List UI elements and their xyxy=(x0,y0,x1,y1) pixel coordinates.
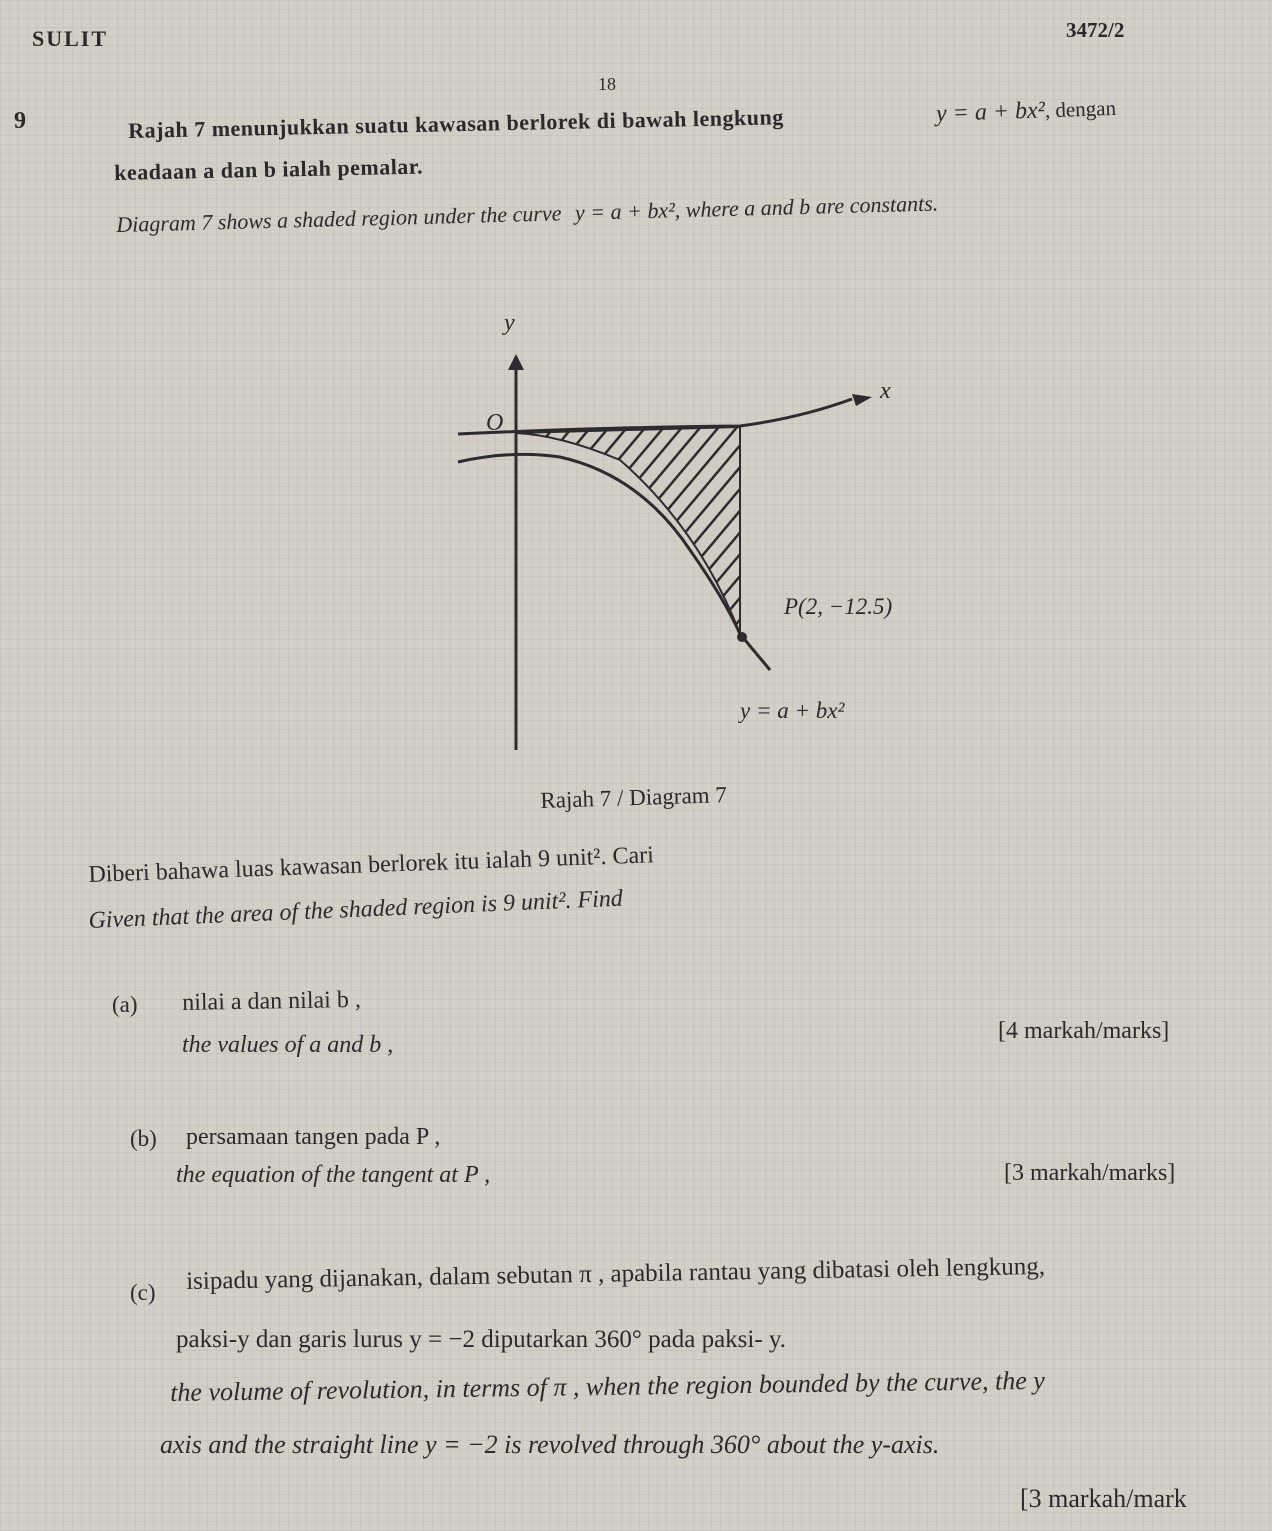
shaded-region xyxy=(516,427,740,634)
given-en: Given that the area of the shaded region is 9 unit². Find xyxy=(88,885,624,934)
x-axis-arrow xyxy=(852,394,872,406)
intro-ms-text: Rajah 7 menunjukkan suatu kawasan berlorek di bawah lengkung xyxy=(128,104,784,143)
part-a-label: (a) xyxy=(112,992,138,1017)
part-c-en-1: the volume of revolution, in terms of π , when the region bounded by the curve, the y xyxy=(170,1365,1045,1407)
header-sulit: SULIT xyxy=(32,26,109,51)
intro-en-line xyxy=(116,190,939,238)
part-c-en-2: axis and the straight line y = −2 is revolved through 360° about the y-axis. xyxy=(160,1430,940,1459)
part-c-ms-1: isipadu yang dijanakan, dalam sebutan π , apabila rantau yang dibatasi oleh lengkung, xyxy=(186,1253,1046,1295)
point-p-marker xyxy=(737,632,747,642)
part-a-en: the values of a and b , xyxy=(182,1032,394,1058)
intro-ms-equation: y = a + bx², dengan xyxy=(935,95,1117,128)
y-axis-arrow xyxy=(508,354,524,370)
intro-en-equation: y = a + bx² xyxy=(574,197,676,225)
part-b-label: (b) xyxy=(130,1126,157,1151)
intro-en-text: Diagram 7 shows a shaded region under the curve xyxy=(116,200,562,237)
intro-ms-line-2: keadaan a dan b ialah pemalar. xyxy=(114,153,424,185)
curve-label: y = a + bx² xyxy=(740,698,845,723)
intro-ms-line-1 xyxy=(128,104,784,144)
intro-en-end: , where a and b are constants. xyxy=(674,190,939,223)
part-a-ms: nilai a dan nilai b , xyxy=(182,986,362,1016)
part-b-marks: [3 markah/marks] xyxy=(1004,1160,1176,1186)
part-b-ms: persamaan tangen pada P , xyxy=(186,1124,441,1150)
part-c-label: (c) xyxy=(130,1280,156,1305)
part-b-en: the equation of the tangent at P , xyxy=(176,1162,491,1188)
diagram-7 xyxy=(440,300,940,770)
y-axis-label: y xyxy=(504,310,515,336)
page-number: 18 xyxy=(598,74,616,94)
question-number: 9 xyxy=(14,108,26,134)
header-paper-code: 3472/2 xyxy=(1066,18,1125,42)
part-c-marks: [3 markah/mark xyxy=(1020,1484,1187,1513)
diagram-caption: Rajah 7 / Diagram 7 xyxy=(540,782,728,813)
part-a-marks: [4 markah/marks] xyxy=(998,1018,1170,1044)
part-c-ms-2: paksi-y dan garis lurus y = −2 diputarkan 360° pada paksi- y. xyxy=(176,1326,787,1353)
origin-label: O xyxy=(486,410,504,436)
given-ms: Diberi bahawa luas kawasan berlorek itu ialah 9 unit². Cari xyxy=(88,842,655,888)
point-p-label: P(2, −12.5) xyxy=(784,594,893,619)
x-axis-label: x xyxy=(880,378,891,404)
